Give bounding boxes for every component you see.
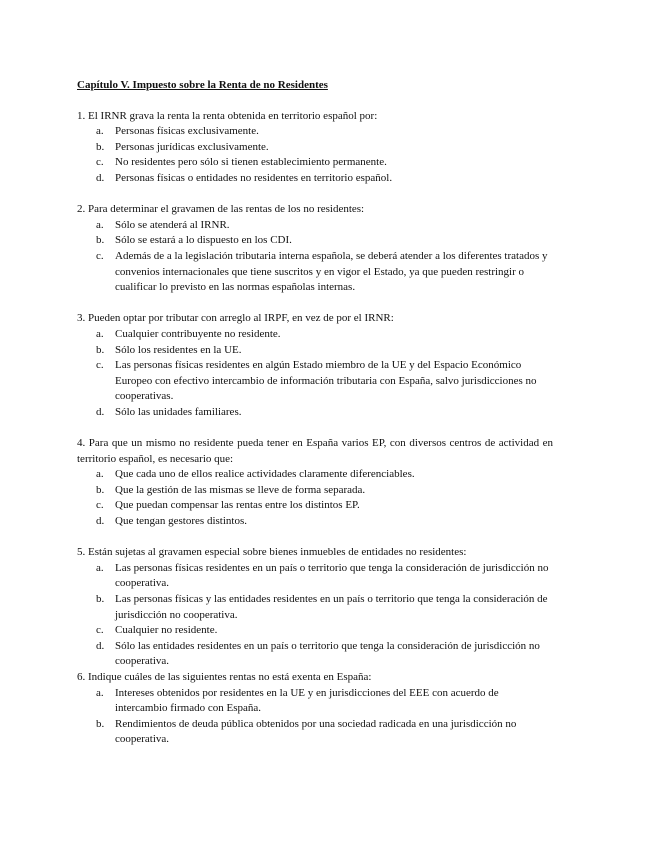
answer-option bbox=[77, 171, 553, 187]
option-letter: c. bbox=[96, 249, 104, 262]
option-letter: b. bbox=[96, 343, 105, 356]
option-list bbox=[77, 218, 553, 296]
option-text: Las personas físicas y las entidades residentes en un país o territorio que tenga la consideración de jurisdicción no cooperativa. bbox=[115, 593, 548, 621]
answer-option bbox=[77, 124, 553, 140]
option-list bbox=[77, 561, 553, 670]
option-letter: b. bbox=[96, 717, 105, 730]
option-letter: b. bbox=[96, 593, 105, 605]
answer-option bbox=[77, 561, 553, 592]
option-text: Sólo los residentes en la UE. bbox=[115, 343, 242, 356]
question-4 bbox=[77, 436, 553, 530]
question-text: 2. Para determinar el gravamen de las rentas de los no residentes: bbox=[77, 203, 365, 216]
option-letter: a. bbox=[96, 561, 104, 574]
answer-option bbox=[77, 218, 553, 234]
option-text: Cualquier contribuyente no residente. bbox=[115, 327, 281, 340]
question-text: 1. El IRNR grava la renta la renta obtenida en territorio español por: bbox=[77, 109, 378, 122]
answer-option bbox=[77, 686, 553, 717]
option-letter: a. bbox=[96, 125, 104, 138]
answer-option bbox=[77, 327, 553, 343]
option-text: Sólo se atenderá al IRNR. bbox=[115, 218, 230, 231]
option-letter: d. bbox=[96, 639, 105, 652]
option-text: Además de a la legislación tributaria interna española, se deberá atender a los diferentes tratados y convenios internacionales que tiene suscritos y en vigor el Estado, ya que pueden restringir o cualificar lo previsto en las normas españolas internas. bbox=[115, 249, 548, 294]
option-letter: d. bbox=[96, 405, 105, 418]
answer-option bbox=[77, 592, 553, 623]
question-text: 5. Están sujetas al gravamen especial sobre bienes inmuebles de entidades no residentes: bbox=[77, 546, 467, 559]
option-list bbox=[77, 686, 553, 748]
option-letter: c. bbox=[96, 624, 104, 637]
option-text: Cualquier no residente. bbox=[115, 624, 218, 637]
option-text: Sólo las entidades residentes en un país o territorio que tenga la consideración de jurisdicción no cooperativa. bbox=[115, 639, 540, 668]
option-letter: b. bbox=[96, 234, 105, 247]
option-letter: b. bbox=[96, 140, 105, 153]
document-page bbox=[77, 78, 553, 764]
answer-option bbox=[77, 639, 553, 670]
option-text: Personas físicas exclusivamente. bbox=[115, 125, 259, 138]
chapter-title: Capítulo V. Impuesto sobre la Renta de no Residentes bbox=[77, 79, 328, 91]
option-list bbox=[77, 467, 553, 529]
option-letter: b. bbox=[96, 483, 105, 496]
answer-option bbox=[77, 155, 553, 171]
option-letter: d. bbox=[96, 515, 105, 528]
option-letter: c. bbox=[96, 156, 104, 169]
option-letter: a. bbox=[96, 218, 104, 231]
question-1 bbox=[77, 109, 553, 187]
option-text: Rendimientos de deuda pública obtenidos por una sociedad radicada en una jurisdicción no cooperativa. bbox=[115, 717, 517, 746]
option-text: Las personas físicas residentes en un país o territorio que tenga la consideración de jurisdicción no cooperativa. bbox=[115, 561, 549, 590]
question-list bbox=[77, 109, 553, 748]
option-text: No residentes pero sólo si tienen establecimiento permanente. bbox=[115, 156, 387, 169]
option-list bbox=[77, 124, 553, 186]
option-text: Que tengan gestores distintos. bbox=[115, 515, 247, 528]
answer-option bbox=[77, 623, 553, 639]
answer-option bbox=[77, 249, 553, 296]
answer-option bbox=[77, 514, 553, 530]
option-text: Sólo se estará a lo dispuesto en los CDI. bbox=[115, 234, 292, 247]
option-text: Que puedan compensar las rentas entre los distintos EP. bbox=[115, 499, 360, 512]
option-list bbox=[77, 327, 553, 421]
question-6 bbox=[77, 670, 553, 748]
answer-option bbox=[77, 483, 553, 499]
option-text: Las personas físicas residentes en algún Estado miembro de la UE y del Espacio Económico Europeo con efectivo intercambio de información tributaria con España, salvo jurisdicciones no cooperativas. bbox=[115, 359, 537, 403]
option-letter: c. bbox=[96, 499, 104, 512]
option-text: Sólo las unidades familiares. bbox=[115, 405, 242, 418]
answer-option bbox=[77, 498, 553, 514]
option-letter: a. bbox=[96, 468, 104, 481]
option-text: Que la gestión de las mismas se lleve de forma separada. bbox=[115, 483, 366, 496]
option-text: Personas físicas o entidades no residentes en territorio español. bbox=[115, 171, 393, 184]
option-text: Intereses obtenidos por residentes en la UE y en jurisdicciones del EEE con acuerdo de intercambio firmado con España. bbox=[115, 686, 499, 715]
question-2 bbox=[77, 202, 553, 296]
answer-option bbox=[77, 358, 553, 405]
answer-option bbox=[77, 140, 553, 156]
option-letter: a. bbox=[96, 327, 104, 340]
question-text: 6. Indique cuáles de las siguientes rentas no está exenta en España: bbox=[77, 670, 372, 683]
answer-option bbox=[77, 467, 553, 483]
option-letter: d. bbox=[96, 171, 105, 184]
question-text: 3. Pueden optar por tributar con arreglo al IRPF, en vez de por el IRNR: bbox=[77, 312, 394, 325]
option-letter: a. bbox=[96, 686, 104, 699]
question-5 bbox=[77, 545, 553, 670]
question-text: 4. Para que un mismo no residente pueda tener en España varios EP, con diversos centros de actividad en territorio español, es necesario que: bbox=[77, 437, 553, 465]
option-letter: c. bbox=[96, 359, 104, 372]
answer-option bbox=[77, 717, 553, 748]
option-text: Personas jurídicas exclusivamente. bbox=[115, 140, 269, 153]
answer-option bbox=[77, 233, 553, 249]
option-text: Que cada uno de ellos realice actividades claramente diferenciables. bbox=[115, 468, 415, 481]
question-3 bbox=[77, 311, 553, 420]
answer-option bbox=[77, 405, 553, 421]
answer-option bbox=[77, 343, 553, 359]
